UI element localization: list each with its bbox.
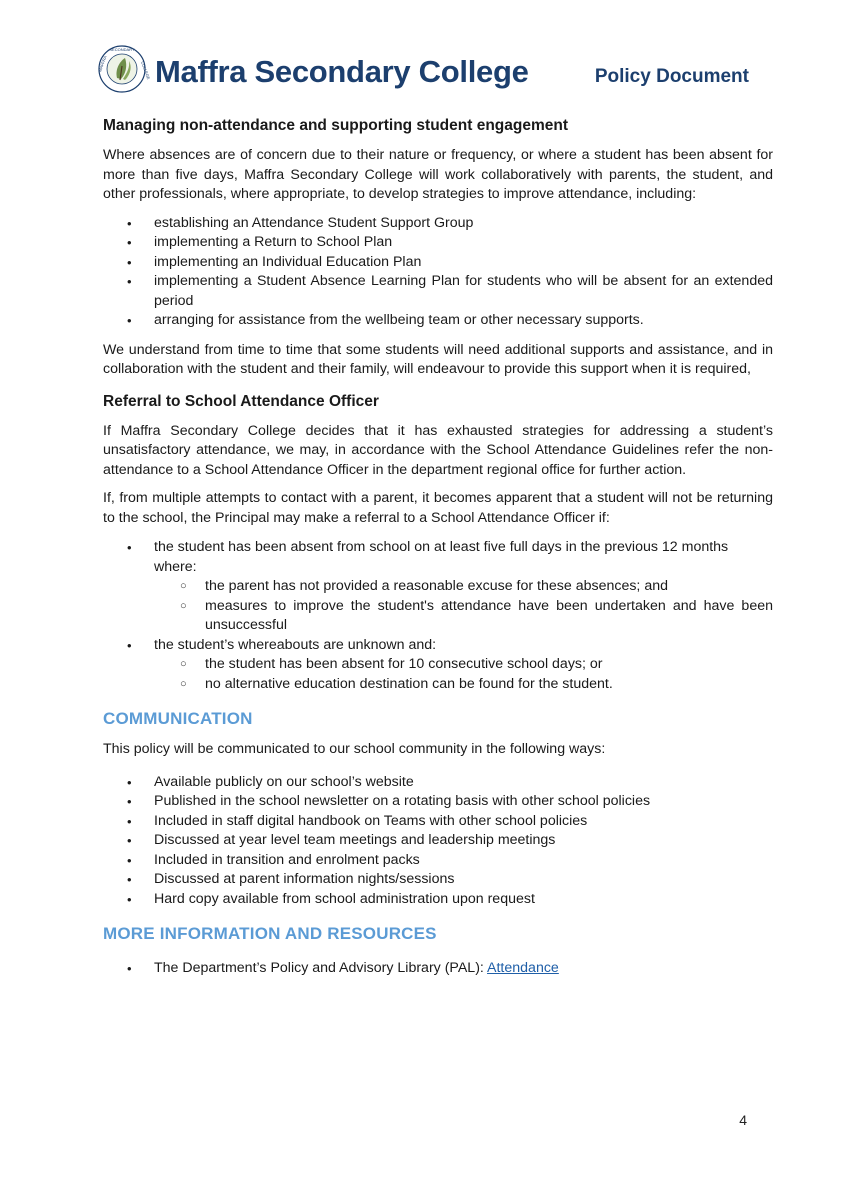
section-heading-resources: MORE INFORMATION AND RESOURCES (103, 924, 437, 943)
bullet-icon: • (127, 794, 132, 809)
bullet-icon: • (127, 813, 132, 829)
sub-list-item: ○ measures to improve the student's attendance have been undertaken and have been unsuccessful (180, 597, 773, 633)
non-attendance-closing: We understand from time to time that some students will need additional supports and assistance, and in collaboration with the student and their family, will endeavour to provide this support when it is required, (103, 341, 773, 377)
list-item: • Available publicly on our school’s website (103, 773, 773, 793)
svg-text:MAFFRA: MAFFRA (97, 55, 108, 73)
list-item: • Included in transition and enrolment packs (103, 851, 773, 871)
bullet-icon: • (127, 872, 132, 887)
list-item: • implementing an Individual Education Plan (103, 253, 773, 273)
referral-paragraph-1: If Maffra Secondary College decides that it has exhausted strategies for addressing a student’s unsatisfactory attendance, we may, in accordance with the School Attendance Guidelines refer the non-attendance to a School Attendance Officer in the department regional office for further action. (103, 422, 773, 478)
list-item: • the student’s whereabouts are unknown and: ○ the student has been absent for 10 consecutive school days; or ○ no alternative education destination can be found for the student. (103, 636, 773, 695)
document-type-label: Policy Document (594, 66, 749, 87)
bullet-icon: • (127, 961, 132, 976)
sub-list-item: ○ the student has been absent for 10 consecutive school days; or (154, 655, 773, 675)
hollow-bullet-icon: ○ (180, 658, 187, 670)
sub-list (154, 655, 773, 694)
list-item: • Discussed at year level team meetings and leadership meetings (103, 831, 773, 851)
bullet-icon: • (127, 215, 132, 231)
resource-label: The Department’s Policy and Advisory Library (PAL): (154, 960, 488, 976)
page-header (97, 42, 749, 98)
bullet-icon: • (127, 274, 132, 289)
list-item (103, 959, 773, 979)
bullet-icon: • (127, 540, 132, 555)
communication-intro: This policy will be communicated to our school community in the following ways: (103, 741, 606, 757)
referral-conditions-list (103, 538, 773, 694)
list-item: • Included in staff digital handbook on Teams with other school policies (103, 812, 773, 832)
list-item: • implementing a Return to School Plan (103, 233, 773, 253)
college-crest-logo (97, 42, 152, 96)
hollow-bullet-icon: ○ (180, 580, 187, 592)
bullet-icon: • (127, 235, 132, 250)
section-heading-non-attendance: Managing non-attendance and supporting student engagement (103, 117, 569, 134)
hollow-bullet-icon: ○ (180, 677, 187, 690)
section-heading-communication: COMMUNICATION (103, 709, 253, 728)
college-name: Maffra Secondary College (155, 54, 529, 89)
svg-text:SECONDARY: SECONDARY (109, 47, 135, 52)
sub-list-item: ○ no alternative education destination can be found for the student. (154, 675, 773, 695)
list-item: • implementing a Student Absence Learning Plan for students who will be absent for an extended period (127, 273, 773, 309)
document-body (103, 116, 773, 989)
bullet-icon: • (127, 852, 132, 868)
list-item: • arranging for assistance from the wellbeing team or other necessary supports. (103, 311, 773, 331)
sub-list-item: ○ the parent has not provided a reasonable excuse for these absences; and (154, 577, 773, 597)
communication-channels-list (103, 773, 773, 910)
list-item: • Hard copy available from school administration upon request (103, 890, 773, 910)
list-item: • the student has been absent from school on at least five full days in the previous 12 months where: ○ the parent has not provided a reasonable excuse for these absences; and ○ measures to improve the student's attendance have been undertaken and have been unsuccessful (103, 538, 773, 636)
bullet-icon: • (127, 891, 132, 907)
non-attendance-strategy-list (103, 214, 773, 331)
referral-paragraph-2: If, from multiple attempts to contact with a parent, it becomes apparent that a student will not be returning to the school, the Principal may make a referral to a School Attendance Officer if: (103, 490, 773, 526)
non-attendance-intro: Where absences are of concern due to their nature or frequency, or where a student has been absent for more than five days, Maffra Secondary College will work collaboratively with parents, the student, and other professionals, where appropriate, to develop strategies to improve attendance, including: (103, 147, 773, 202)
bullet-icon: • (127, 254, 132, 270)
bullet-icon: • (127, 774, 132, 790)
bullet-icon: • (127, 637, 132, 653)
bullet-icon: • (127, 313, 132, 328)
attendance-policy-link[interactable]: Attendance (487, 960, 559, 976)
resources-list (103, 959, 773, 979)
list-item: • Discussed at parent information nights/sessions (103, 870, 773, 890)
list-item: • establishing an Attendance Student Support Group (103, 214, 773, 234)
sub-list (154, 577, 773, 636)
list-item: • Published in the school newsletter on a rotating basis with other school policies (103, 792, 773, 812)
hollow-bullet-icon: ○ (180, 599, 187, 612)
section-heading-referral: Referral to School Attendance Officer (103, 392, 379, 410)
page-number: 4 (739, 1112, 747, 1128)
bullet-icon: • (127, 833, 132, 848)
svg-text:COLLEGE: COLLEGE (140, 60, 152, 81)
